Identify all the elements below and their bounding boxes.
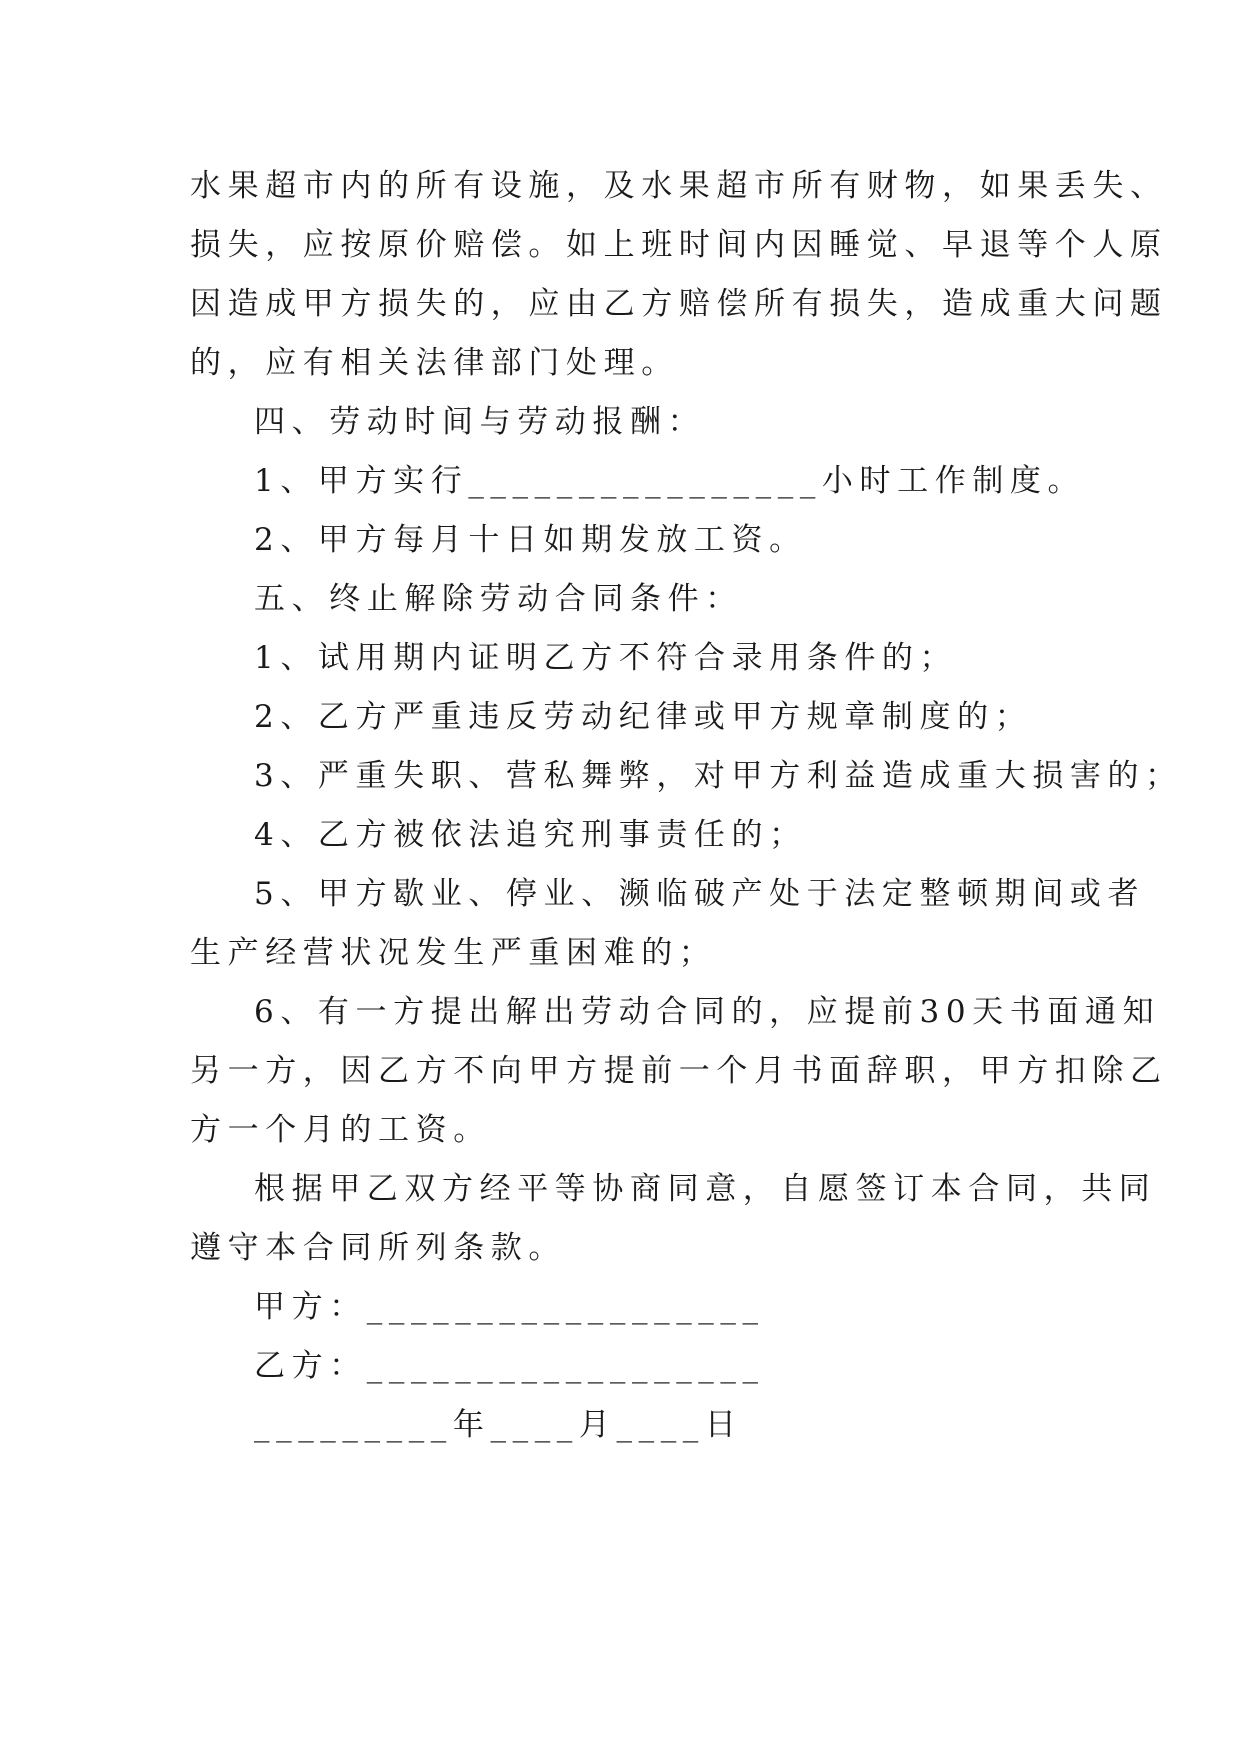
clause-text-line: 的，应有相关法律部门处理。 <box>190 345 679 381</box>
clause-item-continuation: 方一个月的工资。 <box>190 1112 491 1148</box>
closing-paragraph: 根据甲乙双方经平等协商同意，自愿签订本合同，共同 <box>254 1171 1157 1207</box>
clause-text-line: 因造成甲方损失的，应由乙方赔偿所有损失，造成重大问题 <box>190 286 1168 322</box>
section-heading-termination: 五、终止解除劳动合同条件： <box>254 581 743 617</box>
party-b-signature-line: 乙方：__________________ <box>254 1348 765 1384</box>
clause-item: 3、严重失职、营私舞弊，对甲方利益造成重大损害的； <box>254 758 1183 794</box>
clause-item: 4、乙方被依法追究刑事责任的； <box>254 817 807 853</box>
clause-item: 2、乙方严重违反劳动纪律或甲方规章制度的； <box>254 699 1033 735</box>
section-heading-work-time-pay: 四、劳动时间与劳动报酬： <box>254 404 706 440</box>
clause-item: 1、试用期内证明乙方不符合录用条件的； <box>254 640 958 676</box>
clause-item-continuation: 生产经营状况发生严重困难的； <box>190 935 717 971</box>
clause-item: 1、甲方实行________________小时工作制度。 <box>254 463 1086 499</box>
clause-item: 2、甲方每月十日如期发放工资。 <box>254 522 807 558</box>
date-line: _________年____月____日 <box>254 1407 743 1443</box>
closing-paragraph-continuation: 遵守本合同所列条款。 <box>190 1230 566 1266</box>
clause-text-line: 损失，应按原价赔偿。如上班时间内因睡觉、早退等个人原 <box>190 227 1168 263</box>
party-a-signature-line: 甲方：__________________ <box>254 1289 765 1325</box>
clause-item: 6、有一方提出解出劳动合同的，应提前30天书面通知 <box>254 994 1161 1030</box>
clause-item: 5、甲方歇业、停业、濒临破产处于法定整顿期间或者 <box>254 876 1146 912</box>
clause-item-continuation: 另一方，因乙方不向甲方提前一个月书面辞职，甲方扣除乙 <box>190 1053 1168 1089</box>
clause-text-line: 水果超市内的所有设施，及水果超市所有财物，如果丢失、 <box>190 168 1168 204</box>
